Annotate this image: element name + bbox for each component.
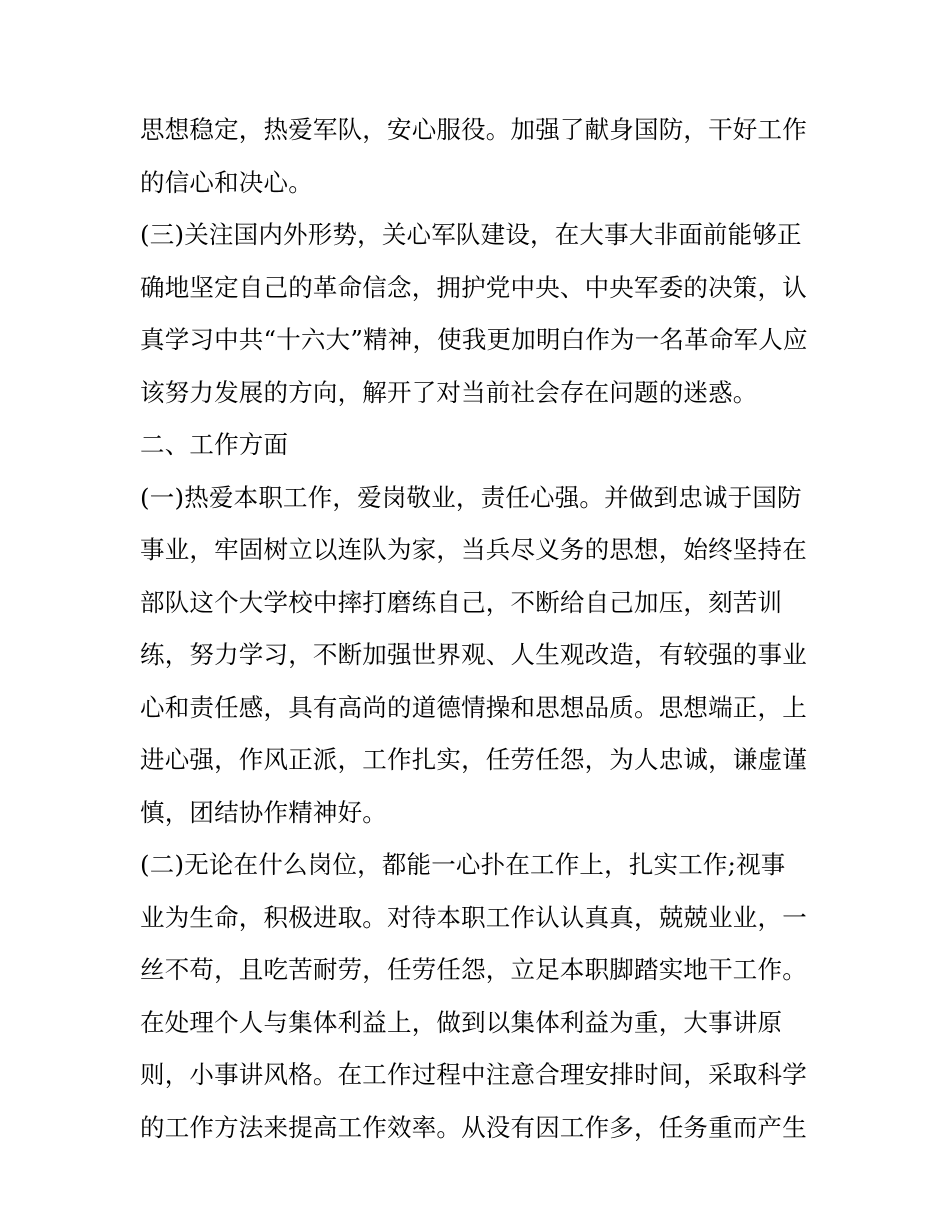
text-line: 进心强，作风正派，工作扎实，任劳任怨，为人忠诚，谦虚谨 bbox=[140, 745, 807, 774]
text-line: 心和责任感，具有高尚的道德情操和思想品质。思想端正，上 bbox=[140, 692, 807, 722]
text-line: (一)热爱本职工作，爱岗敬业，责任心强。并做到忠诚于国防 bbox=[140, 482, 802, 512]
text-line: 丝不苟，且吃苦耐劳，任劳任怨，立足本职脚踏实地干工作。 bbox=[140, 955, 807, 984]
text-line: 慎，团结协作精神好。 bbox=[140, 797, 387, 827]
text-line: 在处理个人与集体利益上，做到以集体利益为重，大事讲原 bbox=[140, 1007, 783, 1037]
text-line: 确地坚定自己的革命信念，拥护党中央、中央军委的决策，认 bbox=[140, 272, 807, 302]
text-line: 真学习中共“十六大”精神，使我更加明白作为一名革命军人应 bbox=[140, 325, 808, 354]
text-line: 的信心和决心。 bbox=[140, 167, 313, 197]
text-line: 则，小事讲风格。在工作过程中注意合理安排时间，采取科学 bbox=[140, 1060, 807, 1089]
body-text bbox=[140, 104, 830, 1154]
text-line: (二)无论在什么岗位，都能一心扑在工作上，扎实工作;视事 bbox=[140, 850, 786, 879]
text-line: 该努力发展的方向，解开了对当前社会存在问题的迷惑。 bbox=[140, 377, 758, 407]
text-line: 业为生命，积极进取。对待本职工作认认真真，兢兢业业，一 bbox=[140, 902, 807, 932]
text-line: 练，努力学习，不断加强世界观、人生观改造，有较强的事业 bbox=[140, 640, 807, 669]
section-heading: 二、工作方面 bbox=[140, 430, 289, 459]
text-line: 事业，牢固树立以连队为家，当兵尽义务的思想，始终坚持在 bbox=[140, 535, 807, 564]
text-line: 部队这个大学校中摔打磨练自己，不断给自己加压，刻苦训 bbox=[140, 587, 783, 617]
text-line: (三)关注国内外形势，关心军队建设，在大事大非面前能够正 bbox=[140, 220, 802, 249]
text-line: 的工作方法来提高工作效率。从没有因工作多，任务重而产生 bbox=[140, 1112, 807, 1142]
text-line: 思想稳定，热爱军队，安心服役。加强了献身国防，干好工作 bbox=[140, 115, 807, 144]
